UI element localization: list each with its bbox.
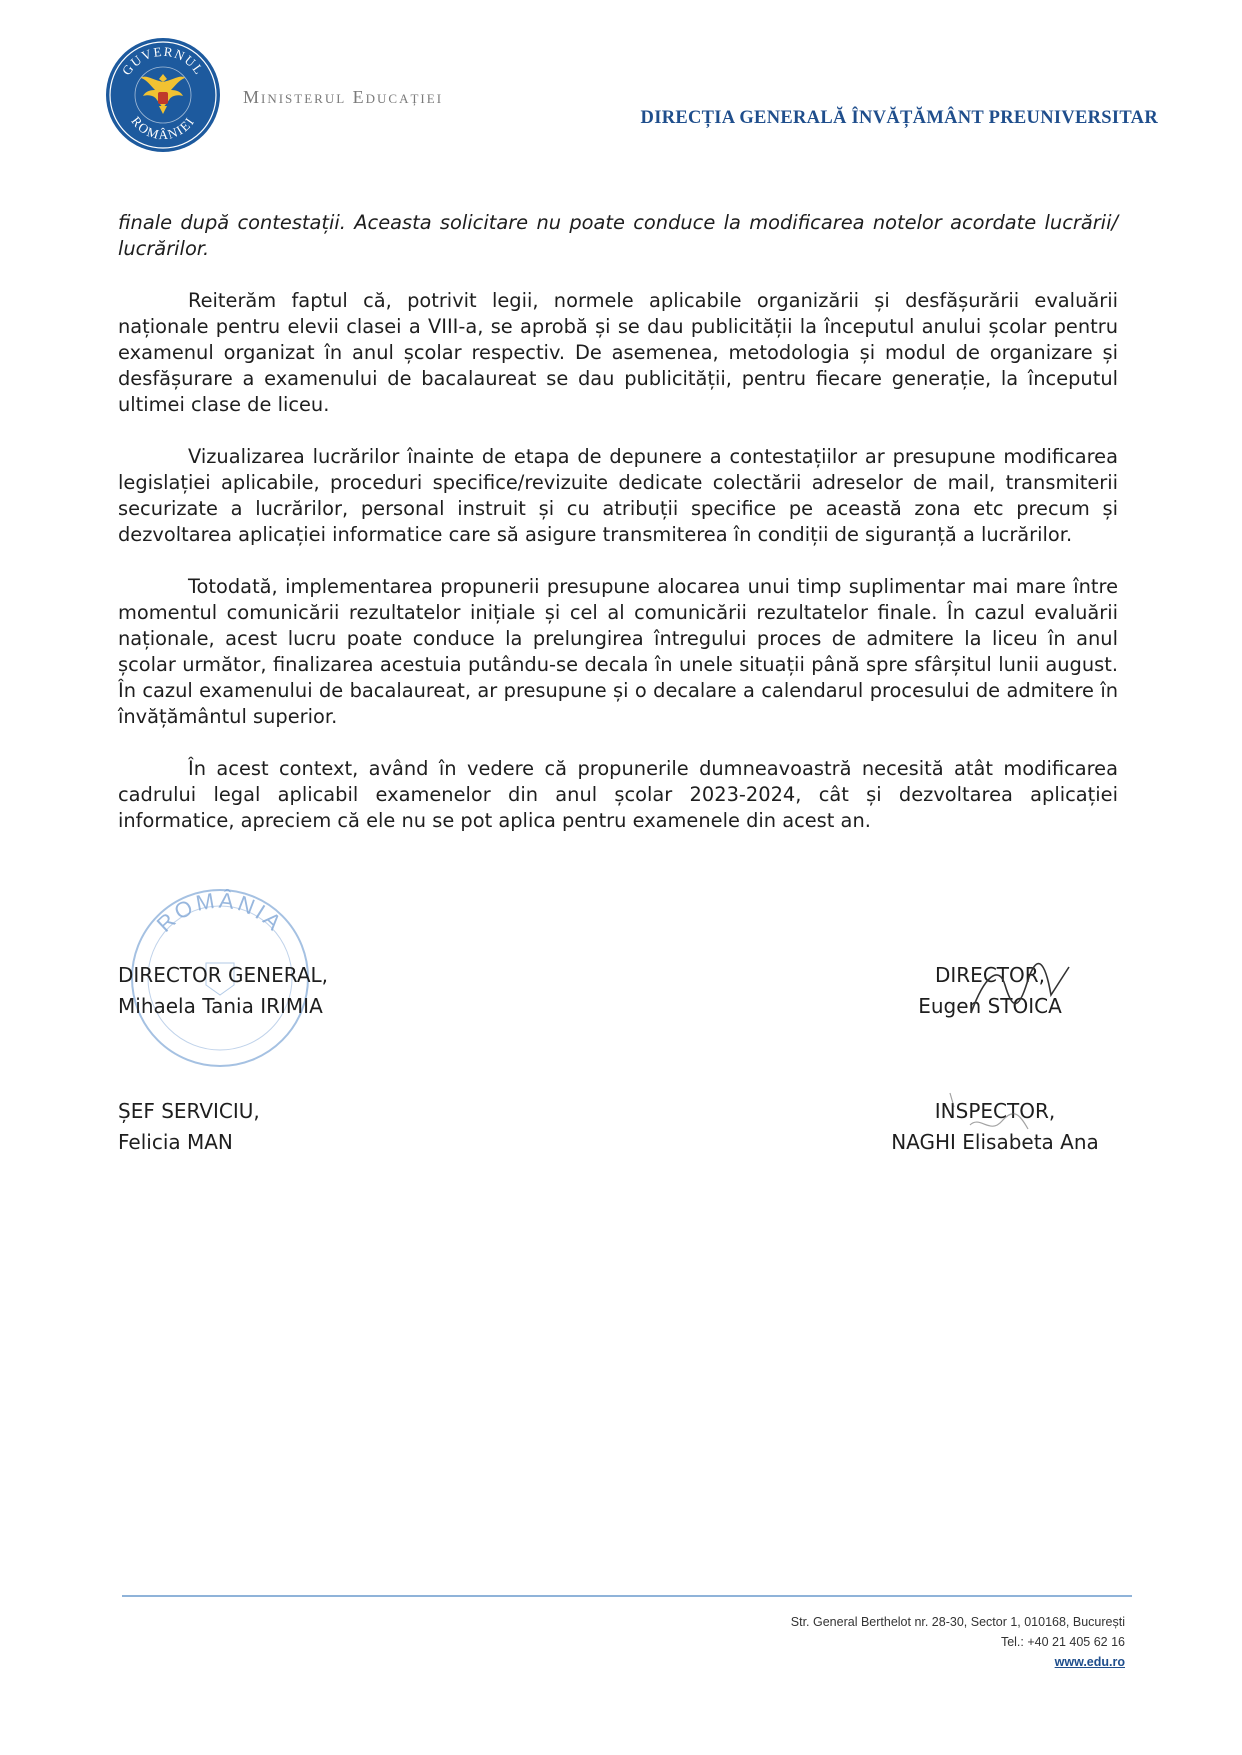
paragraph: Vizualizarea lucrărilor înainte de etapa de depunere a contestațiilor ar presupune modificarea legislației aplicabile, proceduri specifice/revizuite dedicate colectării adreselor de mail, transmiterii securizate a lucrărilor, personal instruit și cu atribuții specifice pe această zona etc precum și dezvoltarea aplicației informatice care să asigure transmiterea în condiții de siguranță a lucrărilor.: [118, 445, 1118, 546]
signature-title: DIRECTOR GENERAL,: [118, 963, 329, 987]
signature-name: Felicia MAN: [118, 1130, 233, 1154]
seal-text-bottom: ROMÂNIEI: [128, 113, 198, 143]
footer-divider: [122, 1595, 1132, 1597]
signature-title: ȘEF SERVICIU,: [118, 1099, 260, 1123]
signature-name: NAGHI Elisabeta Ana: [891, 1130, 1099, 1154]
signature-title: INSPECTOR,: [934, 1099, 1056, 1123]
seal-text-top: GUVERNUL: [118, 43, 208, 78]
paragraph: În acest context, având în vedere că propunerile dumneavoastră necesită atât modificarea cadrului legal aplicabil examenelor din anul școlar 2023-2024, cât și dezvoltarea aplicației informatice, apreciem că ele nu se pot aplica pentru examenele din acest an.: [118, 757, 1118, 832]
signature-title: DIRECTOR,: [934, 963, 1045, 987]
government-seal: [104, 36, 222, 154]
handwritten-signature-inspector: [940, 1085, 1040, 1145]
footer-address: Str. General Berthelot nr. 28-30, Sector 1, 010168, București: [790, 1615, 1125, 1629]
letter-body: [118, 210, 1118, 860]
signature-sef-serviciu: [118, 1096, 260, 1158]
ministry-name: Ministerul Educației: [243, 87, 444, 107]
stamp-text: ROMÂNIA: [151, 887, 289, 937]
footer-website-link[interactable]: www.edu.ro: [1054, 1655, 1125, 1669]
footer-phone: Tel.: +40 21 405 62 16: [1000, 1635, 1125, 1649]
signature-director-general: [118, 960, 328, 1022]
handwritten-signature-director: [965, 955, 1075, 1025]
paragraph: Totodată, implementarea propunerii presupune alocarea unui timp suplimentar mai mare între momentul comunicării rezultatelor inițiale și cel al comunicării rezultatelor finale. În cazul evaluării naționale, acest lucru poate conduce la prelungirea întregului proces de admitere la liceu în anul școlar următor, finalizarea acestuia putându-se decala în unele situații până spre sfârșitul lunii august. În cazul examenului de bacalaureat, ar presupune și o decalare a calendarul procesului de admitere în învățământul superior.: [118, 575, 1118, 728]
signature-name: Mihaela Tania IRIMIA: [118, 994, 323, 1018]
svg-text:ROMÂNIA: [152, 888, 289, 937]
signature-name: Eugen STOICA: [918, 994, 1062, 1018]
directorate-title: DIRECȚIA GENERALĂ ÎNVĂȚĂMÂNT PREUNIVERSITAR: [640, 108, 1158, 128]
paragraph-continuation: finale după contestații. Aceasta solicitare nu poate conduce la modificarea notelor acordate lucrării/ lucrărilor.: [118, 211, 1118, 260]
footer-contact: [791, 1612, 1125, 1672]
paragraph: Reiterăm faptul că, potrivit legii, normele aplicabile organizării și desfășurării evaluării naționale pentru elevii clasei a VIII-a, se aprobă și se dau publicității la începutul anului școlar pentru examenul organizat în anul școlar respectiv. De asemenea, metodologia și modul de organizare și desfășurare a examenului de bacalaureat se dau publicității, pentru fiecare generație, la începutul ultimei clase de liceu.: [118, 289, 1118, 416]
